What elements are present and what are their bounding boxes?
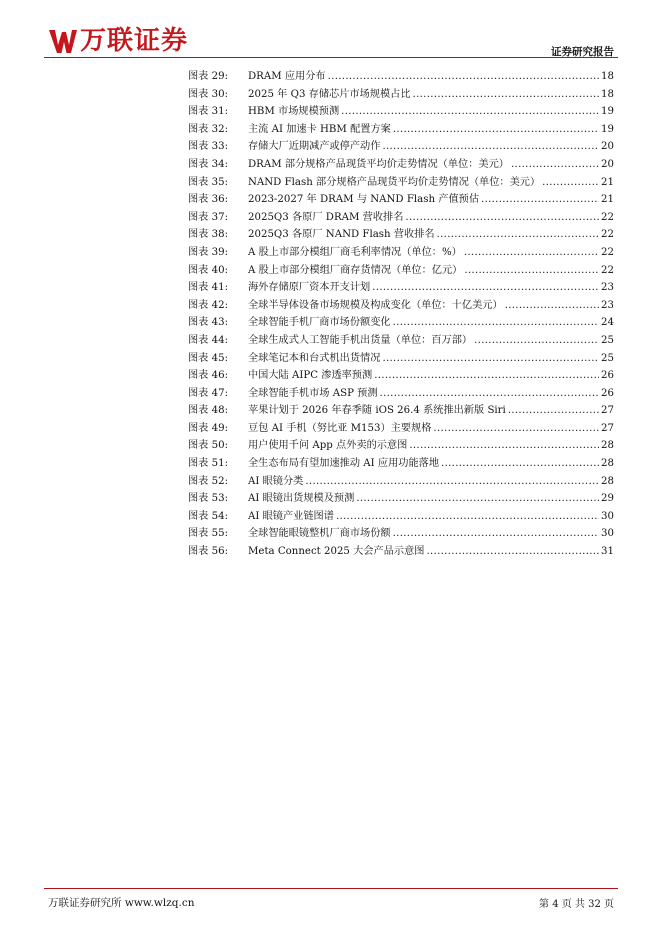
toc-entry[interactable] bbox=[188, 208, 614, 226]
toc-entry-title: 豆包 AI 手机（努比亚 M153）主要规格 bbox=[248, 422, 432, 434]
toc-entry-page: 28 bbox=[601, 440, 614, 452]
figure-index-list bbox=[188, 67, 614, 560]
toc-entry-label: 图表 35: bbox=[188, 176, 229, 188]
toc-entry[interactable] bbox=[188, 401, 614, 419]
toc-entry[interactable] bbox=[188, 331, 614, 349]
toc-leader-dots bbox=[393, 528, 599, 539]
toc-entry-label: 图表 53: bbox=[188, 493, 229, 505]
toc-entry[interactable] bbox=[188, 296, 614, 314]
toc-entry[interactable] bbox=[188, 155, 614, 173]
document-type: 证券研究报告 bbox=[551, 46, 614, 58]
toc-entry-label: 图表 32: bbox=[188, 123, 229, 135]
toc-entry-page: 27 bbox=[601, 422, 614, 434]
toc-entry-label: 图表 31: bbox=[188, 106, 229, 118]
toc-entry-label: 图表 56: bbox=[188, 546, 229, 558]
toc-entry-label: 图表 34: bbox=[188, 158, 229, 170]
toc-entry-title: 2025Q3 各原厂 DRAM 营收排名 bbox=[248, 211, 404, 223]
toc-leader-dots bbox=[505, 300, 599, 311]
toc-entry[interactable] bbox=[188, 225, 614, 243]
toc-entry-label: 图表 41: bbox=[188, 282, 229, 294]
toc-entry-page: 27 bbox=[601, 405, 614, 417]
toc-entry-label: 图表 30: bbox=[188, 88, 229, 100]
toc-leader-dots bbox=[474, 335, 599, 346]
toc-leader-dots bbox=[374, 370, 599, 381]
toc-entry-page: 20 bbox=[601, 141, 614, 153]
toc-entry-page: 23 bbox=[601, 282, 614, 294]
toc-entry-page: 22 bbox=[601, 264, 614, 276]
toc-entry-title: DRAM 部分规格产品现货平均价走势情况（单位：美元） bbox=[248, 158, 509, 170]
toc-entry-label: 图表 43: bbox=[188, 317, 229, 329]
header-divider bbox=[44, 57, 618, 58]
toc-entry[interactable] bbox=[188, 67, 614, 85]
toc-entry-title: AI 眼镜分类 bbox=[248, 475, 304, 487]
toc-entry-title: 2023-2027 年 DRAM 与 NAND Flash 产值预估 bbox=[248, 194, 480, 206]
toc-entry-label: 图表 42: bbox=[188, 299, 229, 311]
toc-entry-title: A 股上市部分模组厂商存货情况（单位：亿元） bbox=[248, 264, 463, 276]
toc-entry[interactable] bbox=[188, 489, 614, 507]
toc-entry-title: 全球智能手机厂商市场份额变化 bbox=[248, 317, 391, 329]
page-number: 第 4 页 共 32 页 bbox=[539, 899, 614, 910]
toc-entry-page: 28 bbox=[601, 458, 614, 470]
toc-entry-page: 22 bbox=[601, 211, 614, 223]
toc-entry-title: 存储大厂近期减产或停产动作 bbox=[248, 141, 381, 153]
toc-entry[interactable] bbox=[188, 349, 614, 367]
toc-entry[interactable] bbox=[188, 436, 614, 454]
toc-leader-dots bbox=[372, 282, 599, 293]
toc-entry-title: 全球生成式人工智能手机出货量（单位：百万部） bbox=[248, 334, 473, 346]
toc-entry[interactable] bbox=[188, 85, 614, 103]
toc-entry-title: 全生态布局有望加速推动 AI 应用功能落地 bbox=[248, 458, 440, 470]
toc-entry[interactable] bbox=[188, 313, 614, 331]
toc-entry-page: 24 bbox=[601, 317, 614, 329]
toc-entry-page: 26 bbox=[601, 370, 614, 382]
toc-leader-dots bbox=[328, 71, 599, 82]
page-header bbox=[0, 0, 662, 62]
toc-entry-label: 图表 54: bbox=[188, 510, 229, 522]
toc-entry[interactable] bbox=[188, 366, 614, 384]
toc-leader-dots bbox=[409, 440, 599, 451]
toc-entry[interactable] bbox=[188, 419, 614, 437]
logo-text: 万联证券 bbox=[80, 26, 189, 56]
toc-entry[interactable] bbox=[188, 137, 614, 155]
toc-entry[interactable] bbox=[188, 542, 614, 560]
toc-leader-dots bbox=[393, 124, 599, 135]
toc-leader-dots bbox=[481, 194, 599, 205]
toc-entry-title: NAND Flash 部分规格产品现货平均价走势情况（单位：美元） bbox=[248, 176, 541, 188]
toc-entry-page: 26 bbox=[601, 387, 614, 399]
toc-leader-dots bbox=[382, 141, 599, 152]
toc-entry-page: 30 bbox=[601, 510, 614, 522]
toc-entry-page: 18 bbox=[601, 71, 614, 82]
toc-leader-dots bbox=[511, 159, 599, 170]
toc-entry-title: 主流 AI 加速卡 HBM 配置方案 bbox=[248, 123, 391, 135]
wanlian-logo-icon bbox=[48, 26, 78, 56]
toc-leader-dots bbox=[341, 106, 599, 117]
toc-entry-page: 31 bbox=[601, 546, 614, 558]
toc-entry[interactable] bbox=[188, 507, 614, 525]
toc-entry-title: 用户使用千问 App 点外卖的示意图 bbox=[248, 440, 408, 452]
toc-entry-label: 图表 52: bbox=[188, 475, 229, 487]
toc-entry-label: 图表 55: bbox=[188, 528, 229, 540]
toc-entry-label: 图表 38: bbox=[188, 229, 229, 241]
toc-leader-dots bbox=[413, 89, 599, 100]
toc-entry-label: 图表 33: bbox=[188, 141, 229, 153]
toc-entry-page: 18 bbox=[601, 88, 614, 100]
toc-entry[interactable] bbox=[188, 278, 614, 296]
toc-entry[interactable] bbox=[188, 454, 614, 472]
toc-entry-page: 22 bbox=[601, 246, 614, 258]
toc-entry-label: 图表 37: bbox=[188, 211, 229, 223]
toc-entry-title: 全球笔记本和台式机出货情况 bbox=[248, 352, 381, 364]
toc-entry-page: 19 bbox=[601, 123, 614, 135]
toc-leader-dots bbox=[336, 511, 599, 522]
toc-leader-dots bbox=[464, 265, 599, 276]
toc-leader-dots bbox=[382, 353, 599, 364]
toc-entry-label: 图表 45: bbox=[188, 352, 229, 364]
toc-entry-title: 2025 年 Q3 存储芯片市场规模占比 bbox=[248, 88, 411, 100]
toc-leader-dots bbox=[380, 388, 599, 399]
toc-entry-page: 23 bbox=[601, 299, 614, 311]
toc-entry-label: 图表 36: bbox=[188, 194, 229, 206]
toc-entry-label: 图表 44: bbox=[188, 334, 229, 346]
toc-entry[interactable] bbox=[188, 173, 614, 191]
toc-entry[interactable] bbox=[188, 261, 614, 279]
toc-entry[interactable] bbox=[188, 524, 614, 542]
toc-entry-title: HBM 市场规模预测 bbox=[248, 106, 340, 118]
toc-entry[interactable] bbox=[188, 120, 614, 138]
toc-entry-title: 苹果计划于 2026 年春季随 iOS 26.4 系统推出新版 Siri bbox=[248, 405, 506, 417]
toc-entry[interactable] bbox=[188, 243, 614, 261]
toc-entry-label: 图表 48: bbox=[188, 405, 229, 417]
toc-entry-page: 25 bbox=[601, 334, 614, 346]
toc-entry-page: 21 bbox=[601, 194, 614, 206]
toc-entry[interactable] bbox=[188, 190, 614, 208]
toc-entry-page: 20 bbox=[601, 158, 614, 170]
toc-entry-page: 22 bbox=[601, 229, 614, 241]
toc-entry-title: 2025Q3 各原厂 NAND Flash 营收排名 bbox=[248, 229, 435, 241]
toc-entry-title: A 股上市部分模组厂商毛利率情况（单位：%） bbox=[248, 246, 462, 258]
footer-company: 万联证券研究所 www.wlzq.cn bbox=[48, 897, 195, 909]
toc-leader-dots bbox=[426, 546, 599, 557]
footer-divider bbox=[44, 888, 618, 889]
toc-leader-dots bbox=[508, 405, 599, 416]
toc-entry-title: Meta Connect 2025 大会产品示意图 bbox=[248, 546, 425, 558]
toc-leader-dots bbox=[405, 212, 599, 223]
toc-leader-dots bbox=[542, 177, 599, 188]
toc-entry-title: AI 眼镜出货规模及预测 bbox=[248, 493, 355, 505]
toc-leader-dots bbox=[433, 423, 599, 434]
toc-entry-page: 28 bbox=[601, 475, 614, 487]
toc-entry-title: 全球半导体设备市场规模及构成变化（单位：十亿美元） bbox=[248, 299, 503, 311]
toc-entry-page: 21 bbox=[601, 176, 614, 188]
toc-entry[interactable] bbox=[188, 472, 614, 490]
toc-entry-label: 图表 39: bbox=[188, 246, 229, 258]
toc-entry-label: 图表 47: bbox=[188, 387, 229, 399]
toc-entry-title: 中国大陆 AIPC 渗透率预测 bbox=[248, 370, 373, 382]
toc-entry-label: 图表 40: bbox=[188, 264, 229, 276]
toc-entry[interactable] bbox=[188, 102, 614, 120]
toc-entry-title: DRAM 应用分布 bbox=[248, 71, 326, 82]
toc-entry-page: 19 bbox=[601, 106, 614, 118]
toc-leader-dots bbox=[305, 476, 599, 487]
toc-entry-title: 海外存储原厂资本开支计划 bbox=[248, 282, 371, 294]
toc-entry-page: 25 bbox=[601, 352, 614, 364]
toc-leader-dots bbox=[393, 317, 599, 328]
toc-entry-title: 全球智能眼镜整机厂商市场份额 bbox=[248, 528, 391, 540]
toc-entry-title: AI 眼镜产业链图谱 bbox=[248, 510, 334, 522]
toc-leader-dots bbox=[441, 458, 599, 469]
toc-entry-label: 图表 46: bbox=[188, 370, 229, 382]
toc-leader-dots bbox=[437, 229, 599, 240]
toc-leader-dots bbox=[356, 493, 599, 504]
toc-entry-label: 图表 50: bbox=[188, 440, 229, 452]
toc-entry-label: 图表 51: bbox=[188, 458, 229, 470]
toc-entry-label: 图表 29: bbox=[188, 71, 229, 82]
toc-entry-title: 全球智能手机市场 ASP 预测 bbox=[248, 387, 378, 399]
toc-entry-page: 30 bbox=[601, 528, 614, 540]
toc-entry-page: 29 bbox=[601, 493, 614, 505]
toc-entry-label: 图表 49: bbox=[188, 422, 229, 434]
toc-entry[interactable] bbox=[188, 384, 614, 402]
toc-leader-dots bbox=[464, 247, 599, 258]
logo bbox=[48, 26, 188, 56]
